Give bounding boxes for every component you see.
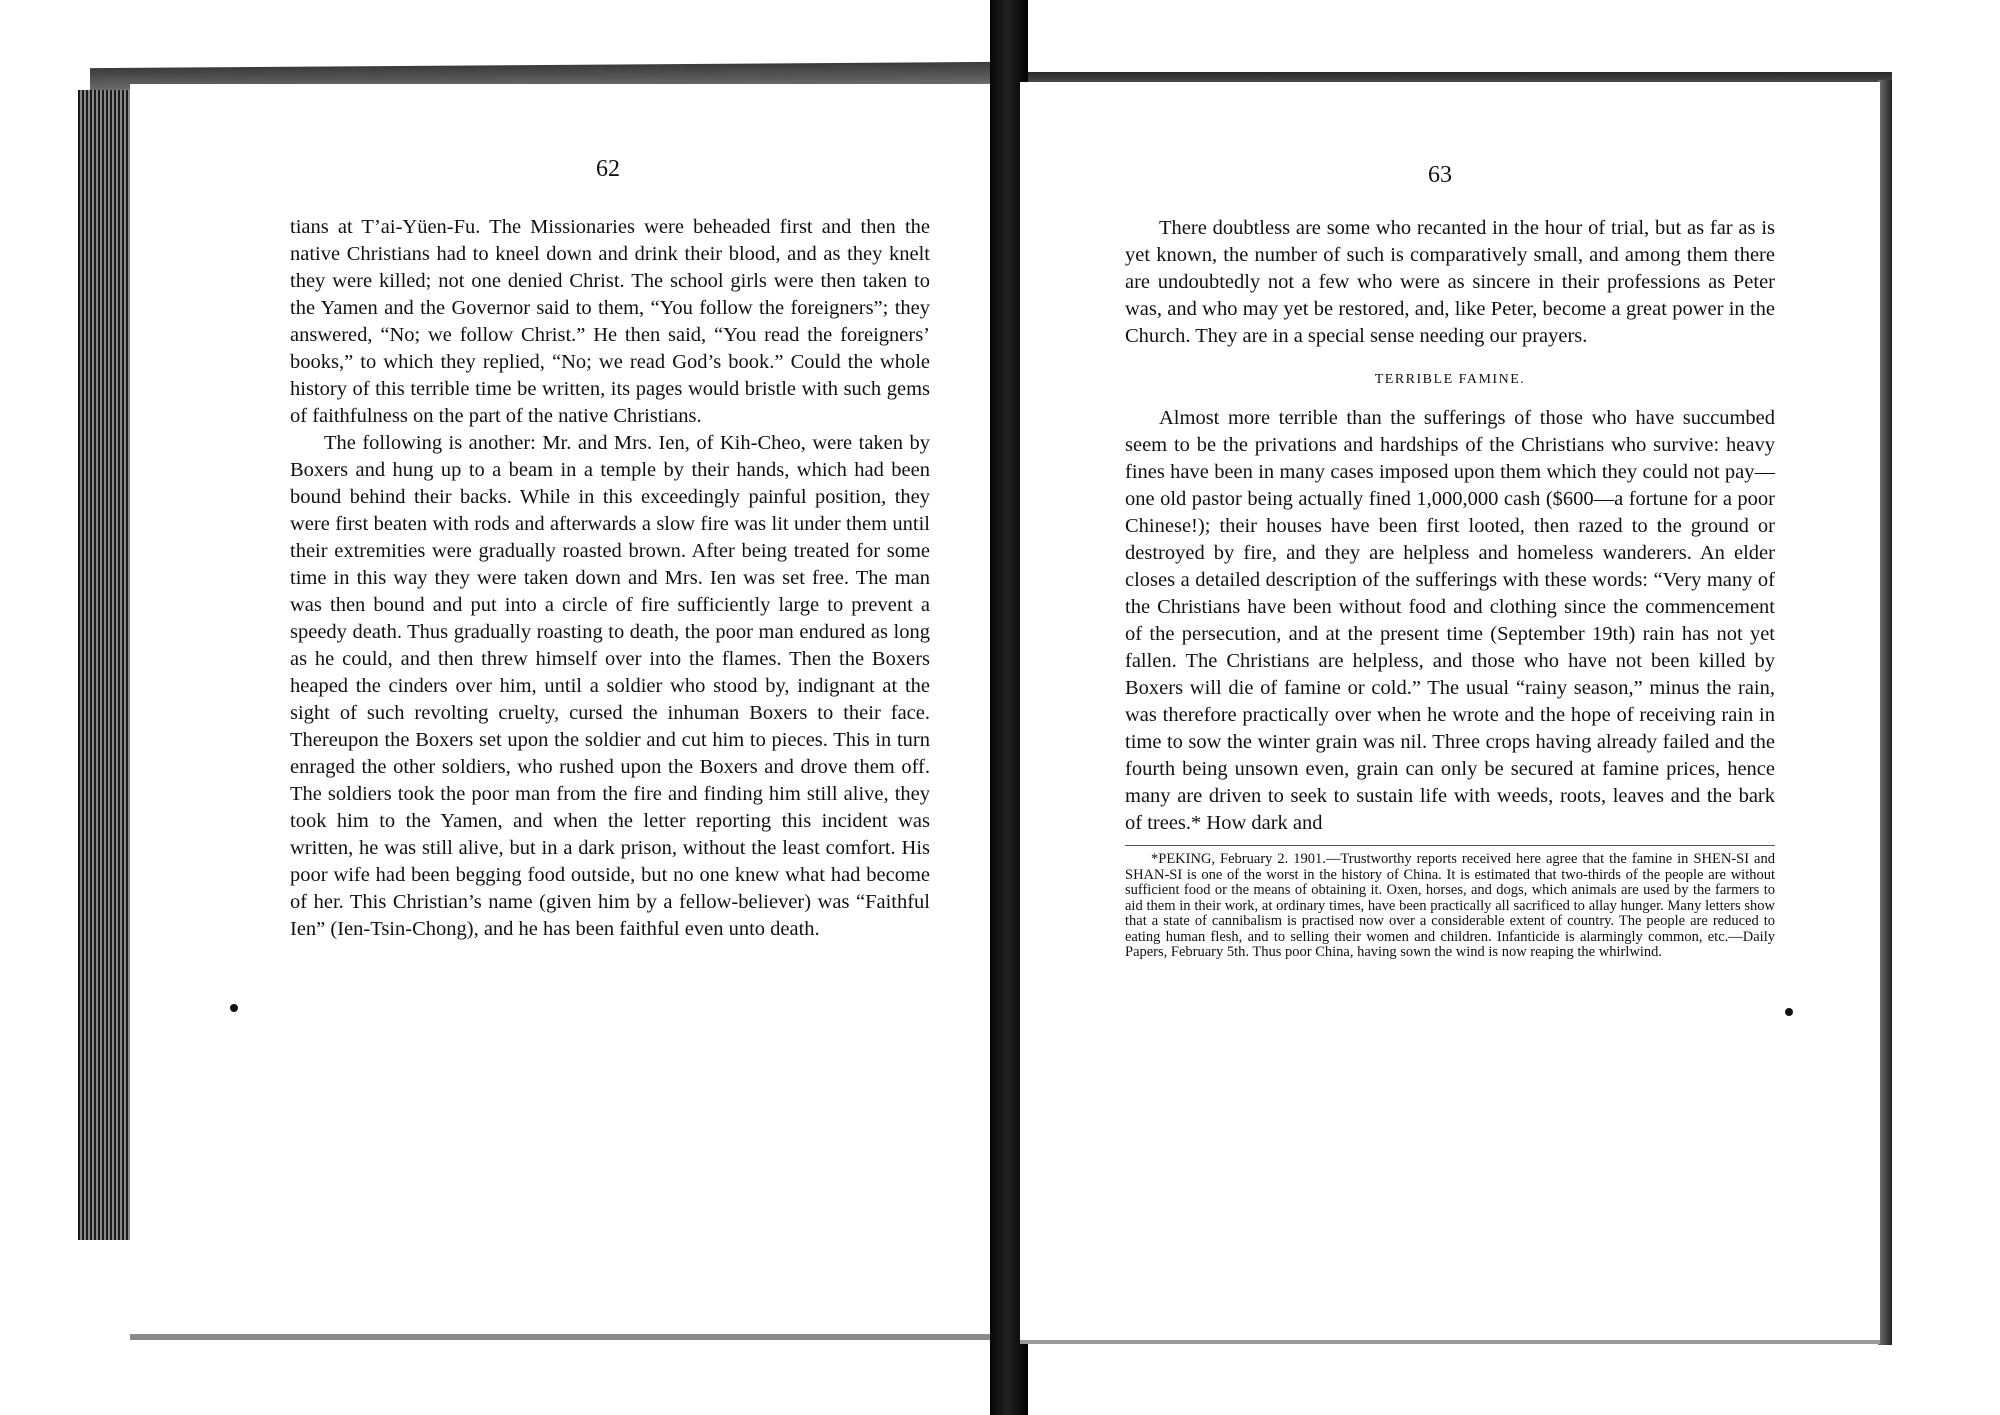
- right-page: [1020, 82, 1880, 1344]
- right-paragraph-1: There doubtless are some who recanted in the hour of trial, but as far as is yet known, the number of such is comparatively small, and among them there are undoubtedly not a few who were as sincere in their professions as Peter was, and who may yet be restored, and, like Peter, become a great power in the Church. They are in a special sense needing our prayers.: [1125, 217, 1775, 347]
- left-page-body: [290, 214, 930, 943]
- left-paragraph-2: The following is another: Mr. and Mrs. Ien, of Kih-Cheo, were taken by Boxers and hung up to a beam in a temple by their hands, which had been bound behind their backs. While in this exceedingly painful position, they were first beaten with rods and afterwards a slow fire was lit under them until their extremities were gradually roasted brown. After being treated for some time in this way they were taken down and Mrs. Ien was set free. The man was then bound and put into a circle of fire sufficiently large to prevent a speedy death. Thus gradually roasting to death, the poor man endured as long as he could, and then threw himself over into the flames. Then the Boxers heaped the cinders over him, until a soldier who stood by, indignant at the sight of such revolting cruelty, cursed the inhuman Boxers to their face. Thereupon the Boxers set upon the soldier and cut him to pieces. This in turn enraged the other soldiers, who rushed upon the Boxers and drove them off. The soldiers took the poor man from the fire and finding him still alive, they took him to the Yamen, and when the letter reporting this incident was written, he was still alive, but in a dark prison, without the least comfort. His poor wife had been begging food outside, but no one knew what had become of her. This Christian’s name (given him by a fellow-believer) was “Faithful Ien” (Ien-Tsin-Chong), and he has been faithful even unto death.: [290, 432, 930, 940]
- section-heading: TERRIBLE FAMINE.: [1374, 372, 1526, 387]
- footnote-rule: [1125, 845, 1775, 846]
- left-page-number: 62: [596, 156, 620, 182]
- margin-mark-left: [230, 1004, 238, 1012]
- footnote-text: *PEKING, February 2. 1901.—Trustworthy reports received here agree that the famine in SHEN-SI and SHAN-SI is one of the worst in the history of China. It is estimated that two-thirds of the people are without sufficient food or the means of obtaining it. Oxen, horses, and dogs, which animals are used by the farmers to aid them in their work, at ordinary times, have been practically all sacrificed to allay hunger. Many letters show that a state of cannibalism is practised now over a considerable extent of country. The people are reduced to eating human flesh, and to selling their women and children. Infanticide is alarmingly common, etc.—Daily Papers, February 5th. Thus poor China, having sown the wind is now reaping the whirlwind.: [1125, 851, 1775, 960]
- left-page: [130, 84, 990, 1340]
- right-page-edge: [1878, 80, 1892, 1345]
- right-page-body: [1125, 215, 1775, 961]
- right-page-number: 63: [1428, 162, 1452, 188]
- right-paragraph-2: Almost more terrible than the sufferings of those who have succumbed seem to be the privations and hardships of the Christians who survive: heavy fines have been in many cases imposed upon them which they could not pay—one old pastor being actually fined 1,000,000 cash ($600—a fortune for a poor Chinese!); their houses have been first looted, then razed to the ground or destroyed by fire, and they are helpless and homeless wanderers. An elder closes a detailed description of the sufferings with these words: “Very many of the Christians have been without food and clothing since the commencement of the persecution, and at the present time (September 19th) rain has not yet fallen. The Christians are helpless, and those who have not been killed by Boxers will die of famine or cold.” The usual “rainy season,” minus the rain, was therefore practically over when he wrote and the hope of receiving rain in time to sow the winter grain was nil. Three crops having already failed and the fourth being unsown even, grain can only be secured at famine prices, hence many are driven to seek to sustain life with weeds, roots, leaves and the bark of trees.* How dark and: [1125, 407, 1775, 834]
- margin-mark-right: [1785, 1008, 1793, 1016]
- footnote: [1125, 852, 1775, 961]
- left-page-stack-edge: [78, 90, 133, 1240]
- left-paragraph-1: tians at T’ai-Yüen-Fu. The Missionaries were beheaded first and then the native Christians had to kneel down and drink their blood, and as they knelt they were killed; not one denied Christ. The school girls were then taken to the Yamen and the Governor said to them, “You follow the foreigners”; they answered, “No; we follow Christ.” He then said, “You read the foreigners’ books,” to which they replied, “No; we read God’s book.” Could the whole history of this terrible time be written, its pages would bristle with such gems of faithfulness on the part of the native Christians.: [290, 216, 930, 427]
